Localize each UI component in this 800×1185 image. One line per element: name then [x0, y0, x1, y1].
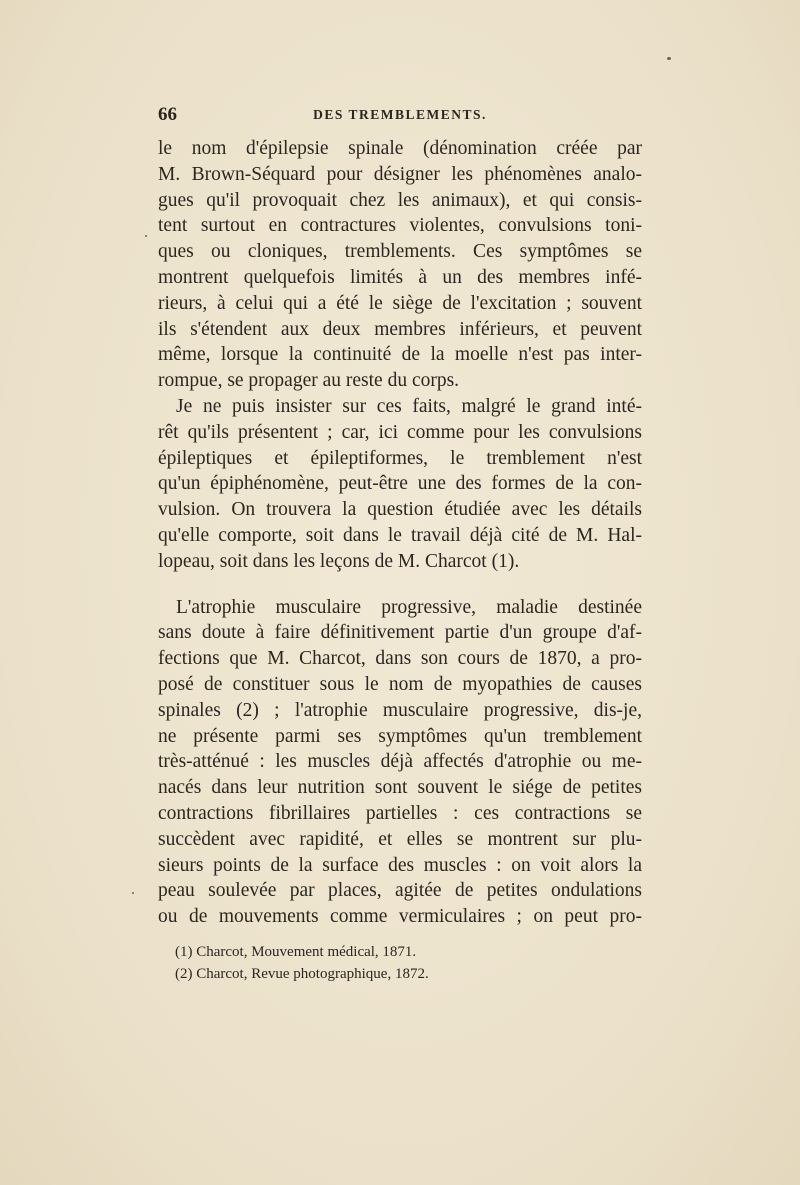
page-number: 66 [158, 104, 177, 125]
text-line: ou de mouvements comme vermiculaires ; on peut pro- [158, 906, 642, 928]
text-line: rompue, se propager au reste du corps. [158, 370, 460, 392]
text-line: tent surtout en contractures violentes, convulsions toni- [158, 215, 642, 237]
text-line: qu'un épiphénomène, peut-être une des formes de la con- [158, 473, 642, 495]
paper-speck [145, 235, 147, 237]
text-line: épileptiques et épileptiformes, le tremblement n'est [158, 447, 642, 469]
text-line: Je ne puis insister sur ces faits, malgré le grand inté- [176, 395, 642, 417]
paper-speck [132, 892, 134, 894]
footnotes [175, 941, 635, 985]
text-line: qu'elle comporte, soit dans le travail déjà cité de M. Hal- [158, 524, 642, 546]
text-line: rieurs, à celui qui a été le siège de l'excitation ; souvent [158, 292, 642, 314]
text-line: lopeau, soit dans les leçons de M. Charcot (1). [158, 550, 520, 572]
text-line: sans doute à faire définitivement partie d'un groupe d'af- [158, 622, 642, 644]
text-line: montrent quelquefois limités à un des membres infé- [158, 266, 642, 288]
text-line: gues qu'il provoquait chez les animaux), et qui consis- [158, 189, 642, 211]
text-line: contractions fibrillaires partielles : ces contractions se [158, 802, 642, 824]
text-line: même, lorsque la continuité de la moelle n'est pas inter- [158, 344, 642, 366]
paragraph-spacer [158, 575, 642, 595]
text-line: sieurs points de la surface des muscles : on voit alors la [158, 854, 642, 876]
text-line: spinales (2) ; l'atrophie musculaire progressive, dis-je, [158, 699, 642, 721]
text-line: L'atrophie musculaire progressive, maladie destinée [176, 596, 642, 618]
text-line: M. Brown-Séquard pour désigner les phénomènes analo- [158, 163, 642, 185]
paragraph-1 [158, 136, 642, 394]
text-line: ne présente parmi ses symptômes qu'un tremblement [158, 725, 642, 747]
text-line: très-atténué : les muscles déjà affectés d'atrophie ou me- [158, 751, 642, 773]
footnote: (1) Charcot, Mouvement médical, 1871. [175, 944, 417, 960]
text-line: vulsion. On trouvera la question étudiée avec les détails [158, 499, 642, 521]
text-line: nacés dans leur nutrition sont souvent le siége de petites [158, 777, 642, 799]
text-line: le nom d'épilepsie spinale (dénomination créée par [158, 138, 642, 159]
page-header [158, 104, 642, 128]
body-text [158, 136, 642, 930]
text-line: rêt qu'ils présentent ; car, ici comme pour les convulsions [158, 421, 642, 443]
paper-speck [667, 57, 671, 60]
text-line: succèdent avec rapidité, et elles se montrent sur plu- [158, 828, 642, 850]
text-line: peau soulevée par places, agitée de petites ondulations [158, 880, 642, 902]
paragraph-3 [158, 595, 642, 930]
paragraph-2 [158, 394, 642, 575]
text-line: fections que M. Charcot, dans son cours de 1870, a pro- [158, 648, 642, 670]
text-line: ques ou cloniques, tremblements. Ces symptômes se [158, 241, 642, 263]
text-line: posé de constituer sous le nom de myopathies de causes [158, 673, 642, 695]
text-line: ils s'étendent aux deux membres inférieurs, et peuvent [158, 318, 642, 340]
footnote: (2) Charcot, Revue photographique, 1872. [175, 966, 429, 982]
running-head: DES TREMBLEMENTS. [313, 107, 487, 122]
